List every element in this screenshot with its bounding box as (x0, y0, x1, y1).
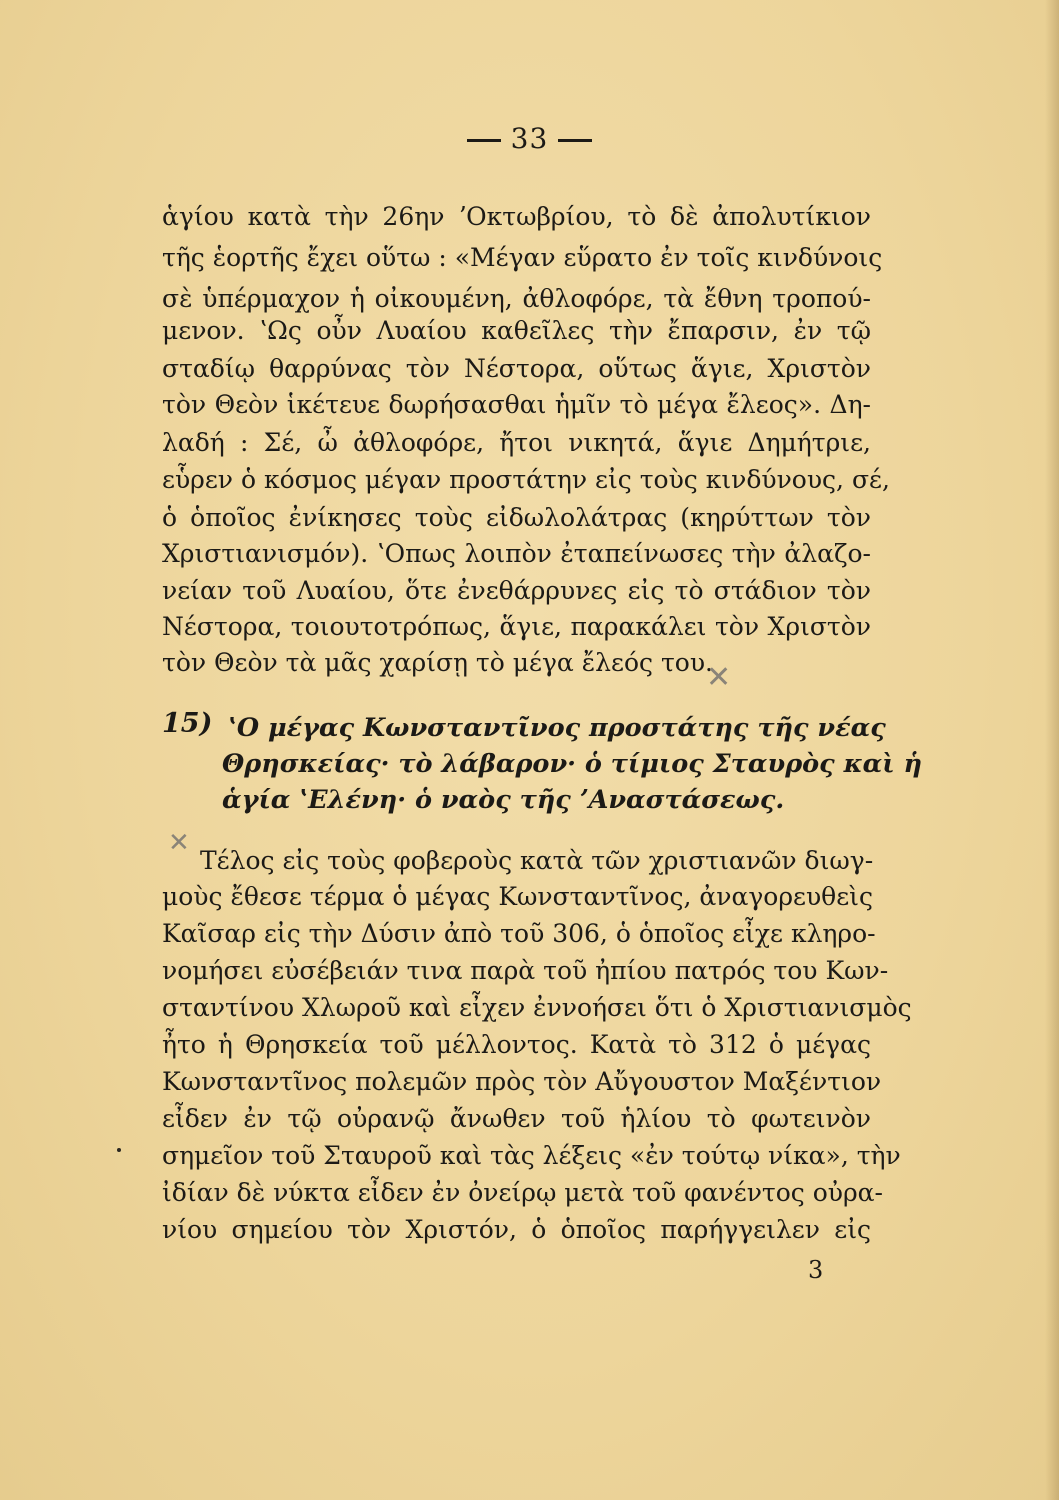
signature-number: 3 (808, 1256, 824, 1284)
text-line: Καῖσαρ εἰς τὴν Δύσιν ἀπὸ τοῦ 306, ὁ ὁποῖος εἶχε κληρο- (162, 919, 876, 948)
text-line: νομήσει εὐσέβειάν τινα παρὰ τοῦ ἠπίου πατρός του Κων- (162, 956, 889, 985)
text-line: μενον. ʽΩς οὖν Λυαίου καθεῖλες τὴν ἔπαρσιν, ἐν τῷ (162, 316, 871, 345)
page-number: 33 (0, 122, 1059, 155)
text-line: Χριστιανισμόν). ʽΟπως λοιπὸν ἐταπείνωσες τὴν ἀλαζο- (162, 539, 871, 568)
text-line: σὲ ὑπέρμαχον ἡ οἰκουμένη, ἀθλοφόρε, τὰ ἔθνη τροπού- (162, 284, 871, 313)
text-line: σταδίῳ θαρρύνας τὸν Νέστορα, οὕτως ἅγιε, Χριστὸν (162, 354, 871, 383)
text-line: ἰδίαν δὲ νύκτα εἶδεν ἐν ὀνείρῳ μετὰ τοῦ φανέντος οὐρα- (162, 1178, 883, 1207)
text-line: τὸν Θεὸν τὰ μᾶς χαρίσῃ τὸ μέγα ἔλεός του. (162, 648, 713, 677)
text-line: ὁ ὁποῖος ἐνίκησες τοὺς εἰδωλολάτρας (κηρύττων τὸν (162, 503, 871, 532)
text-line: εἶδεν ἐν τῷ οὐρανῷ ἄνωθεν τοῦ ἡλίου τὸ φωτεινὸν (162, 1104, 871, 1133)
margin-dot (117, 1148, 121, 1152)
text-line: τῆς ἑορτῆς ἔχει οὕτω : «Μέγαν εὕρατο ἐν τοῖς κινδύνοις (162, 243, 883, 272)
heading-line: ʽΟ μέγας Κωνσταντῖνος προστάτης τῆς νέας (228, 713, 886, 743)
text-line: νείαν τοῦ Λυαίου, ὅτε ἐνεθάρρυνες εἰς τὸ στάδιον τὸν (162, 576, 871, 605)
dash-right (558, 139, 592, 142)
text-line: μοὺς ἔθεσε τέρμα ὁ μέγας Κωνσταντῖνος, ἀναγορευθεὶς (162, 882, 873, 911)
x-mark-annotation: ✕ (168, 828, 190, 858)
text-line: σημεῖον τοῦ Σταυροῦ καὶ τὰς λέξεις «ἐν τούτῳ νίκα», τὴν (162, 1141, 901, 1170)
text-line: ἦτο ἡ Θρησκεία τοῦ μέλλοντος. Κατὰ τὸ 312 ὁ μέγας (162, 1030, 871, 1059)
text-line: λαδή : Σέ, ὦ ἀθλοφόρε, ἤτοι νικητά, ἅγιε Δημήτριε, (162, 428, 871, 457)
x-mark-annotation: ✕ (706, 660, 732, 695)
text-line: Νέστορα, τοιουτοτρόπως, ἅγιε, παρακάλει τὸν Χριστὸν (162, 612, 871, 641)
text-line: Τέλος εἰς τοὺς φοβεροὺς κατὰ τῶν χριστιανῶν διωγ- (200, 846, 874, 875)
heading-line: Θρησκείας· τὸ λάβαρον· ὁ τίμιος Σταυρὸς καὶ ἡ (222, 749, 923, 779)
page-edge-shadow (1045, 0, 1059, 1500)
text-line: ἁγίου κατὰ τὴν 26ην ʼΟκτωβρίου, τὸ δὲ ἀπολυτίκιον (162, 202, 871, 231)
text-line: νίου σημείου τὸν Χριστόν, ὁ ὁποῖος παρήγγειλεν εἰς (162, 1215, 871, 1244)
text-line: τὸν Θεὸν ἱκέτευε δωρήσασθαι ἡμῖν τὸ μέγα ἔλεος». Δη- (162, 390, 871, 419)
dash-left (467, 139, 501, 142)
heading-line: ἁγία ʽΕλένη· ὁ ναὸς τῆς ʼΑναστάσεως. (222, 785, 785, 815)
text-line: Κωνσταντῖνος πολεμῶν πρὸς τὸν Αὔγουστον Μαξέντιον (162, 1067, 882, 1096)
text-line: σταντίνου Χλωροῦ καὶ εἶχεν ἐννοήσει ὅτι ὁ Χριστιανισμὸς (162, 993, 912, 1022)
section-number: 15) (162, 708, 213, 739)
text-line: εὗρεν ὁ κόσμος μέγαν προστάτην εἰς τοὺς κινδύνους, σέ, (162, 465, 890, 494)
